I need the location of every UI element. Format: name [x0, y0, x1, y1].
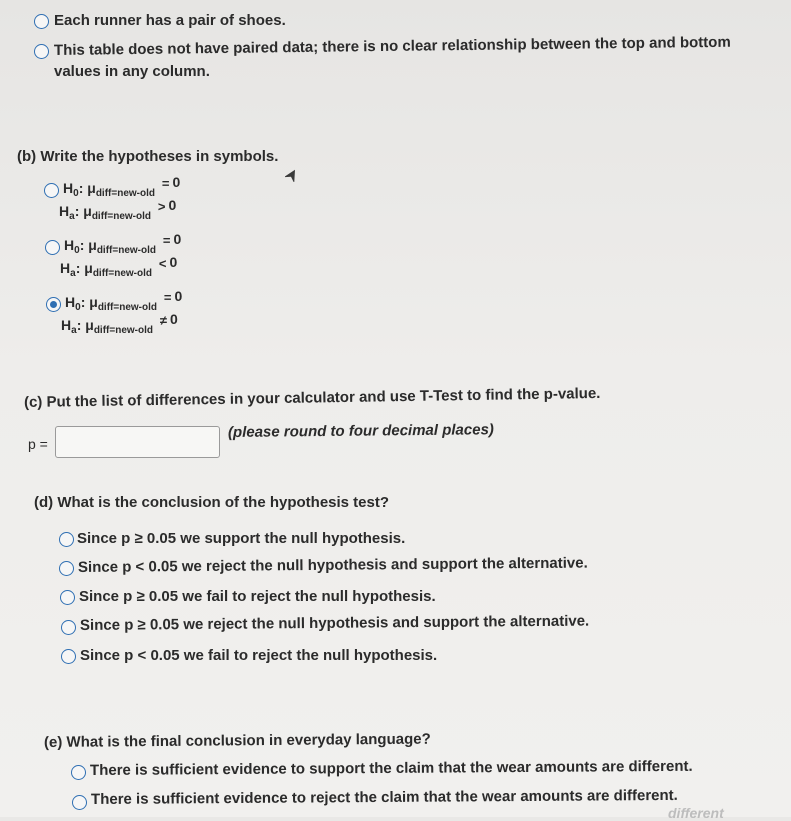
- part-c-prompt: (c) Put the list of differences in your calculator and use T-Test to find the p-value.: [23, 384, 601, 411]
- option-b2-ha: $H_a$: $\mu_{diff=new-old} < 0$: [60, 254, 178, 279]
- option-a-not-paired-label: This table does not have paired data; there is no clear relationship between the top and bottom: [53, 33, 731, 59]
- part-e-prompt: (e) What is the final conclusion in everyday language?: [43, 730, 431, 751]
- option-a-paired-shoes-radio[interactable]: [34, 14, 49, 29]
- option-d4-radio[interactable]: [61, 620, 76, 635]
- option-a-not-paired-radio[interactable]: [34, 44, 49, 59]
- part-b-prompt: (b) Write the hypotheses in symbols.: [17, 148, 279, 165]
- option-d5-radio[interactable]: [61, 649, 76, 664]
- option-d1-radio[interactable]: [59, 532, 74, 547]
- option-d2-radio[interactable]: [59, 561, 74, 576]
- cutoff-text: different: [668, 805, 724, 821]
- option-e1-radio[interactable]: [71, 765, 86, 780]
- p-value-input[interactable]: [55, 426, 220, 458]
- p-value-label: p =: [28, 436, 48, 452]
- option-b3-radio[interactable]: [46, 297, 61, 312]
- option-a-paired-shoes-label: Each runner has a pair of shoes.: [54, 12, 286, 29]
- option-d4-label: Since p ≥ 0.05 we reject the null hypothesis and support the alternative.: [79, 612, 590, 634]
- option-b2-radio[interactable]: [45, 240, 60, 255]
- mouse-cursor-icon: [285, 168, 299, 182]
- option-b1-radio[interactable]: [44, 183, 59, 198]
- option-b1-h0: $H_0$: $\mu_{diff=new-old} = 0$: [63, 174, 181, 199]
- option-a-not-paired-label-cont: values in any column.: [54, 63, 210, 80]
- option-d3-label: Since p ≥ 0.05 we fail to reject the null hypothesis.: [79, 588, 436, 605]
- option-d2-label: Since p < 0.05 we reject the null hypothesis and support the alternative.: [77, 554, 588, 576]
- p-value-hint: (please round to four decimal places): [227, 421, 494, 441]
- option-b2-h0: $H_0$: $\mu_{diff=new-old} = 0$: [64, 231, 182, 256]
- option-e2-radio[interactable]: [72, 795, 87, 810]
- option-d1-label: Since p ≥ 0.05 we support the null hypothesis.: [77, 530, 406, 547]
- part-d-prompt: (d) What is the conclusion of the hypothesis test?: [34, 494, 390, 511]
- option-e1-label: There is sufficient evidence to support the claim that the wear amounts are different.: [89, 757, 693, 779]
- option-b3-ha: $H_a$: $\mu_{diff=new-old} \ne 0$: [61, 311, 178, 336]
- option-d3-radio[interactable]: [60, 590, 75, 605]
- option-b1-ha: $H_a$: $\mu_{diff=new-old} > 0$: [59, 197, 177, 222]
- option-e2-label: There is sufficient evidence to reject the claim that the wear amounts are different.: [90, 786, 678, 808]
- option-b3-h0: $H_0$: $\mu_{diff=new-old} = 0$: [65, 288, 183, 313]
- option-d5-label: Since p < 0.05 we fail to reject the null hypothesis.: [80, 647, 438, 664]
